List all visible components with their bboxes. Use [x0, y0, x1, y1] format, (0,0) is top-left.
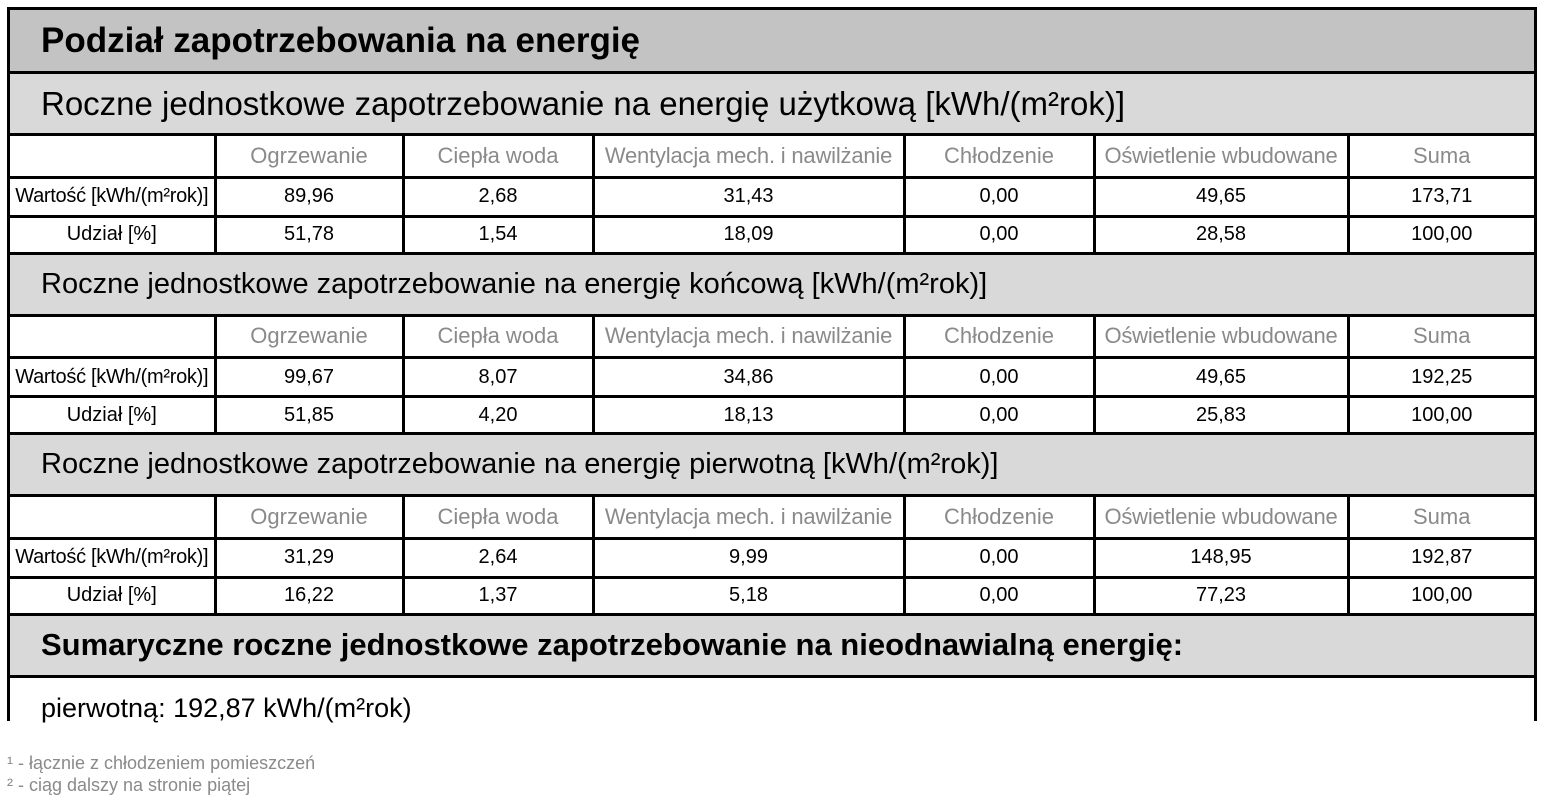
table-cell: 0,00	[904, 397, 1094, 434]
section-title-useful-energy: Roczne jednostkowe zapotrzebowanie na energię użytkową [kWh/(m²rok)]	[10, 74, 1534, 136]
column-header: Ciepła woda	[403, 317, 593, 358]
row-label: Udział [%]	[10, 216, 215, 253]
column-header: Wentylacja mech. i nawilżanie	[593, 317, 904, 358]
energy-demand-document	[7, 7, 1537, 721]
table-cell: 16,22	[215, 577, 403, 614]
table-cell: 49,65	[1094, 358, 1348, 397]
column-header: Ogrzewanie	[215, 497, 403, 538]
page-title: Podział zapotrzebowania na energię	[10, 10, 1534, 74]
table-cell: 49,65	[1094, 177, 1348, 216]
table-cell: 51,78	[215, 216, 403, 253]
useful-energy-table	[10, 136, 1534, 255]
table-cell: 100,00	[1348, 397, 1534, 434]
column-header: Wentylacja mech. i nawilżanie	[593, 136, 904, 177]
table-cell: 2,68	[403, 177, 593, 216]
primary-energy-table	[10, 497, 1534, 616]
table-cell: 0,00	[904, 577, 1094, 614]
table-cell: 1,37	[403, 577, 593, 614]
row-label: Udział [%]	[10, 397, 215, 434]
table-row	[10, 397, 1534, 434]
table-cell: 148,95	[1094, 538, 1348, 577]
empty-header-cell	[10, 497, 215, 538]
table-cell: 0,00	[904, 538, 1094, 577]
table-cell: 192,25	[1348, 358, 1534, 397]
column-header: Oświetlenie wbudowane	[1094, 497, 1348, 538]
table-row	[10, 216, 1534, 253]
empty-header-cell	[10, 136, 215, 177]
table-cell: 18,09	[593, 216, 904, 253]
table-cell: 2,64	[403, 538, 593, 577]
row-label: Wartość [kWh/(m²rok)]	[10, 538, 215, 577]
table-cell: 31,29	[215, 538, 403, 577]
table-cell: 0,00	[904, 177, 1094, 216]
table-cell: 1,54	[403, 216, 593, 253]
column-header: Chłodzenie	[904, 317, 1094, 358]
table-cell: 5,18	[593, 577, 904, 614]
table-cell: 51,85	[215, 397, 403, 434]
column-header: Chłodzenie	[904, 136, 1094, 177]
column-header: Oświetlenie wbudowane	[1094, 136, 1348, 177]
table-row	[10, 177, 1534, 216]
table-header-row	[10, 317, 1534, 358]
table-cell: 77,23	[1094, 577, 1348, 614]
footnotes	[7, 752, 315, 796]
footnote: ² - ciąg dalszy na stronie piątej	[7, 775, 251, 795]
table-cell: 28,58	[1094, 216, 1348, 253]
summary-title: Sumaryczne roczne jednostkowe zapotrzebowanie na nieodnawialną energię:	[10, 616, 1534, 678]
table-cell: 18,13	[593, 397, 904, 434]
table-cell: 0,00	[904, 358, 1094, 397]
summary-value: pierwotną: 192,87 kWh/(m²rok)	[10, 678, 1534, 739]
table-cell: 0,00	[904, 216, 1094, 253]
table-row	[10, 538, 1534, 577]
table-header-row	[10, 136, 1534, 177]
table-cell: 4,20	[403, 397, 593, 434]
footnote: ¹ - łącznie z chłodzeniem pomieszczeń	[7, 753, 316, 773]
table-cell: 8,07	[403, 358, 593, 397]
row-label: Udział [%]	[10, 577, 215, 614]
section-title-primary-energy: Roczne jednostkowe zapotrzebowanie na energię pierwotną [kWh/(m²rok)]	[10, 435, 1534, 497]
column-header: Suma	[1348, 317, 1534, 358]
empty-header-cell	[10, 317, 215, 358]
column-header: Ogrzewanie	[215, 136, 403, 177]
table-cell: 192,87	[1348, 538, 1534, 577]
table-header-row	[10, 497, 1534, 538]
table-cell: 89,96	[215, 177, 403, 216]
table-cell: 100,00	[1348, 577, 1534, 614]
column-header: Oświetlenie wbudowane	[1094, 317, 1348, 358]
table-row	[10, 358, 1534, 397]
column-header: Wentylacja mech. i nawilżanie	[593, 497, 904, 538]
table-cell: 173,71	[1348, 177, 1534, 216]
table-cell: 25,83	[1094, 397, 1348, 434]
table-cell: 34,86	[593, 358, 904, 397]
column-header: Ciepła woda	[403, 497, 593, 538]
table-cell: 9,99	[593, 538, 904, 577]
table-cell: 99,67	[215, 358, 403, 397]
row-label: Wartość [kWh/(m²rok)]	[10, 177, 215, 216]
table-cell: 100,00	[1348, 216, 1534, 253]
column-header: Chłodzenie	[904, 497, 1094, 538]
column-header: Ciepła woda	[403, 136, 593, 177]
column-header: Suma	[1348, 136, 1534, 177]
table-row	[10, 577, 1534, 614]
column-header: Suma	[1348, 497, 1534, 538]
column-header: Ogrzewanie	[215, 317, 403, 358]
section-title-final-energy: Roczne jednostkowe zapotrzebowanie na energię końcową [kWh/(m²rok)]	[10, 255, 1534, 317]
table-cell: 31,43	[593, 177, 904, 216]
final-energy-table	[10, 317, 1534, 436]
row-label: Wartość [kWh/(m²rok)]	[10, 358, 215, 397]
